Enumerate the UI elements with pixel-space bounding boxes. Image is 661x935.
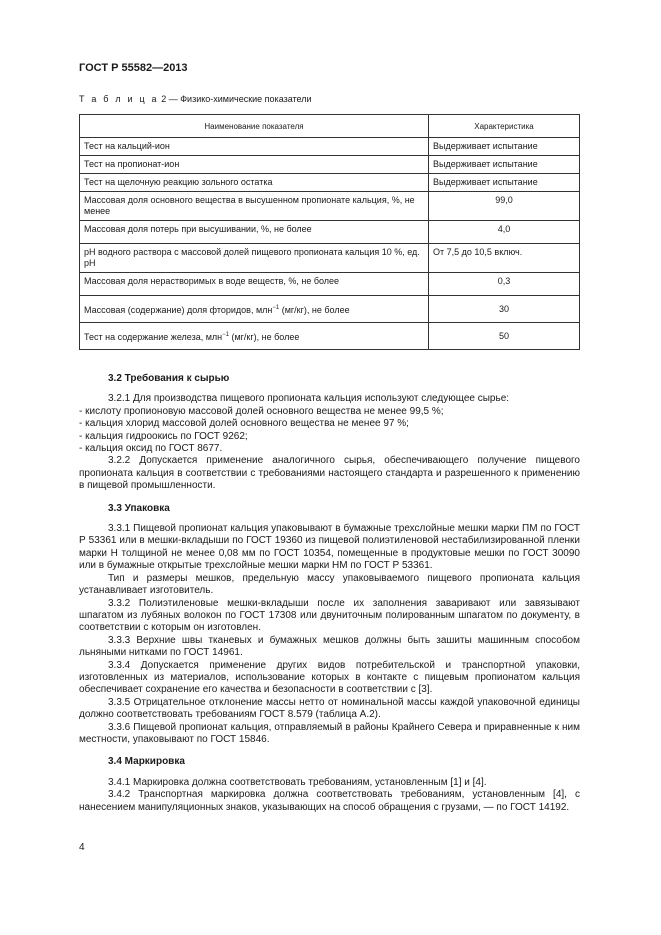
section-heading: 3.2 Требования к сырью <box>108 373 230 384</box>
row-name-text: Массовая (содержание) доля фторидов, млн <box>84 304 273 315</box>
paragraph: 3.4.1 Маркировка должна соответствовать требованиям, установленным [1] и [4]. <box>108 776 487 788</box>
row-value: 4,0 <box>429 221 580 244</box>
row-value: Выдерживает испытание <box>429 174 580 192</box>
section-heading: 3.3 Упаковка <box>108 502 170 514</box>
document-body <box>79 373 580 814</box>
col-header-value: Характеристика <box>429 115 580 138</box>
col-header-name: Наименование показателя <box>80 115 429 138</box>
paragraph: 3.3.1 Пищевой пропионат кальция упаковывают в бумажные трехслойные мешки марки ПМ по ГОСТ Р 53361 или в мешки-вкладыши по ГОСТ 19360 из пищевой полиэтиленовой нестабилизированной пленки марки Н толщиной не менее 0,08 мм по ГОСТ 10354, помещенные в продуктовые мешки по ГОСТ 30090 или в бумажные открытые трехслойные мешки марки НМ по ГОСТ Р 53361. <box>79 523 580 572</box>
list-item: - кальция оксид по ГОСТ 8677. <box>79 443 223 455</box>
table-caption <box>79 94 312 104</box>
row-name-superscript: −1 <box>222 331 229 338</box>
paragraph: 3.3.4 Допускается применение других видов потребительской и транспортной упаковки, изготовленных из материалов, использование которых в контакте с пищевым пропионатом кальция обеспечивает сохранение его качества и безопасности в соответствии с [3]. <box>79 659 580 696</box>
paragraph: 3.4.2 Транспортная маркировка должна соответствовать требованиям, установленным [4], с нанесением манипуляционных знаков, указывающих на способ обращения с грузами, — по ГОСТ 14192. <box>79 789 580 813</box>
table-caption-text: 2 — Физико-химические показатели <box>158 94 312 104</box>
row-value: От 7,5 до 10,5 включ. <box>429 244 580 273</box>
paragraph: 3.3.5 Отрицательное отклонение массы нетто от номинальной массы каждой упаковочной единицы должно соответствовать требованиям ГОСТ 8.579 (таблица А.2). <box>79 696 580 721</box>
row-value: 50 <box>429 323 580 350</box>
row-name: Тест на щелочную реакцию зольного остатка <box>80 174 429 192</box>
page-number: 4 <box>79 842 85 853</box>
row-name-text: (мг/кг), не более <box>279 304 350 315</box>
table-row <box>80 296 580 323</box>
row-value: Выдерживает испытание <box>429 138 580 156</box>
row-name-text: (мг/кг), не более <box>228 331 300 342</box>
table-caption-prefix: Т а б л и ц а <box>79 94 159 104</box>
table-row <box>80 221 580 244</box>
table-row <box>80 138 580 156</box>
row-value: 99,0 <box>429 192 580 221</box>
document-header: ГОСТ Р 55582—2013 <box>79 62 188 74</box>
row-name: Тест на пропионат-ион <box>80 156 429 174</box>
row-name: pH водного раствора с массовой долей пищевого пропионата кальция 10 %, ед. pH <box>80 244 429 273</box>
row-name-text: Тест на содержание железа, млн <box>84 331 223 342</box>
paragraph: Тип и размеры мешков, предельную массу упаковываемого пищевого пропионата кальция устанавливает изготовитель. <box>79 572 580 597</box>
table-row <box>80 174 580 192</box>
table-row <box>80 192 580 221</box>
table-row <box>80 156 580 174</box>
section-heading: 3.4 Маркировка <box>108 756 185 768</box>
paragraph: 3.3.2 Полиэтиленовые мешки-вкладыши после их заполнения заваривают или завязывают шпагатом из лубяных волокон по ГОСТ 17308 или двуниточным полированным шпагатом по документу, в соответствии с которым он изготовлен. <box>79 597 580 634</box>
table-row <box>80 244 580 273</box>
table-row <box>80 273 580 296</box>
paragraph: 3.2.2 Допускается применение аналогичного сырья, обеспечивающего получение пищевого пропионата кальция в соответствии с требованиями настоящего стандарта и разрешенного к применению в пищевой промышленности. <box>79 455 580 492</box>
row-value: 30 <box>429 296 580 323</box>
paragraph: 3.3.6 Пищевой пропионат кальция, отправляемый в районы Крайнего Севера и приравненные к ним местности, упаковывают по ГОСТ 15846. <box>79 721 580 745</box>
row-value: Выдерживает испытание <box>429 156 580 174</box>
list-item: - кальция хлорид массовой долей основного вещества не менее 97 %; <box>79 418 409 430</box>
table-row <box>80 323 580 350</box>
list-item: - кислоту пропионовую массовой долей основного вещества не менее 99,5 %; <box>79 405 444 417</box>
row-name: Массовая доля нерастворимых в воде веществ, %, не более <box>80 273 429 296</box>
row-name: Тест на кальций-ион <box>80 138 429 156</box>
row-name: Массовая доля основного вещества в высушенном пропионате кальция, %, не менее <box>80 192 429 221</box>
row-name-superscript: −1 <box>272 304 280 311</box>
table-header-row <box>80 115 580 138</box>
row-name <box>80 323 429 350</box>
physico-chemical-table <box>79 114 580 350</box>
list-item: - кальция гидроокись по ГОСТ 9262; <box>79 430 248 442</box>
row-name: Массовая доля потерь при высушивании, %, не более <box>80 221 429 244</box>
paragraph: 3.3.3 Верхние швы тканевых и бумажных мешков должны быть зашиты машинным способом льняными нитками по ГОСТ 14961. <box>79 634 580 659</box>
paragraph: 3.2.1 Для производства пищевого пропионата кальция используют следующее сырье: <box>108 393 510 405</box>
row-value: 0,3 <box>429 273 580 296</box>
row-name <box>80 296 429 323</box>
